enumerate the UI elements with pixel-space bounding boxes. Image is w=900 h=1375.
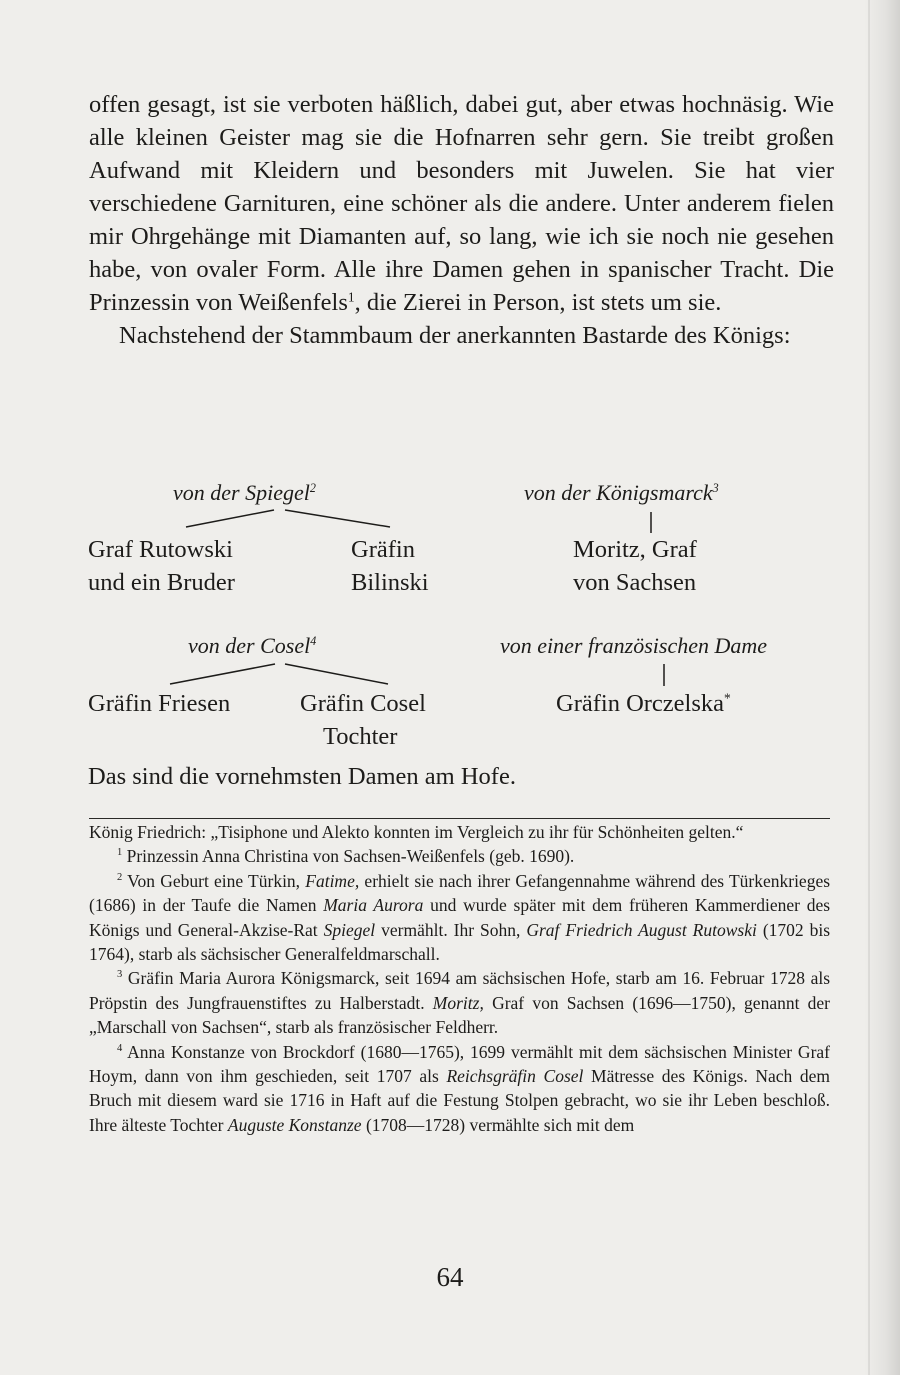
tree-line-cosel-left [170, 664, 275, 684]
closing-line: Das sind die vornehmsten Damen am Hofe. [88, 763, 516, 790]
footnote-intro: König Friedrich: „Tisiphone und Alekto konnten im Vergleich zu ihr für Schönheiten gelten.“ [89, 822, 744, 842]
footnote-2: $^2$ Von Geburt eine Türkin, Fatime, erhielt sie nach ihrer Gefangennahme während des Türkenkrieges (1686) in der Taufe die Namen Maria Aurora und wurde später mit dem früheren Kammerdiener des Königs und General-Akzise-Rat Spiegel vermählt. Ihr Sohn, Graf Friedrich August Rutowski (1702 bis 1764), starb als sächsischer Generalfeldmarschall. [89, 870, 831, 965]
tree-parent-cosel: von der Cosel$^4$ [188, 633, 317, 658]
tree-child-bilinski-line2: Bilinski [351, 569, 429, 596]
footnote-ref-1: 1 [347, 289, 355, 305]
footnotes [89, 820, 830, 1137]
tree-child-cosel-line2: Tochter [323, 723, 398, 750]
body-text [89, 88, 834, 352]
tree-parent-spiegel: von der Spiegel$^2$ [173, 480, 316, 505]
tree-child-rutowski: Graf Rutowski [88, 536, 233, 563]
tree-child-moritz-line2: von Sachsen [573, 569, 697, 596]
tree-child-bilinski: Gräfin [351, 536, 415, 563]
tree-parent-french: von einer französischen Dame [500, 633, 768, 658]
tree-child-rutowski-line2: und ein Bruder [88, 569, 235, 596]
page-number: 64 [436, 1262, 464, 1292]
tree-child-moritz: Moritz, Graf [573, 536, 697, 563]
tree-line-cosel-right [285, 664, 388, 684]
tree-line-spiegel-left [186, 510, 274, 527]
tree-child-orczelska: Gräfin Orczelska* [556, 690, 731, 717]
paragraph-1: offen gesagt, ist sie verboten häßlich, dabei gut, aber etwas hochnäsig. Wie alle kleinen Geister mag sie die Hofnarren sehr gern. Sie treibt großen Aufwand mit Kleidern und besonders mit Juwelen. Sie hat vier verschiedene Garnituren, eine schöner als die andere. Unter anderem fielen mir Ohrgehänge mit Diamanten auf, so lang, wie ich sie noch nie gesehen habe, von ovaler Form. Alle ihre Damen gehen in spanischer Tracht. Die Prinzessin von Weißenfels$^1$, die Zierei in Person, ist stets um sie. [89, 91, 834, 316]
tree-child-friesen: Gräfin Friesen [88, 690, 231, 717]
footnote-divider [89, 818, 830, 819]
tree-parent-koenigsmarck: von der Königsmarck$^3$ [524, 480, 719, 505]
footnote-3: $^3$ Gräfin Maria Aurora Königsmarck, seit 1694 am sächsischen Hofe, starb am 16. Februar 1728 als Pröpstin des Jungfrauenstiftes zu Halberstadt. Moritz, Graf von Sachsen (1696—1750), genannt der „Marschall von Sachsen“, starb als französischer Feldherr. [89, 968, 831, 1038]
footnote-1: $^1$ Prinzessin Anna Christina von Sachsen-Weißenfels (geb. 1690). [117, 846, 575, 867]
page-edge-line [868, 0, 870, 1375]
footnote-4: $^4$ Anna Konstanze von Brockdorf (1680—1765), 1699 vermählt mit dem sächsischen Minister Graf Hoym, dann von ihm geschieden, seit 1707 als Reichsgräfin Cosel Mätresse des Königs. Nach dem Bruch mit diesem ward sie 1716 in Haft auf die Festung Stolpen gebracht, wo sie ihr Leben beschloß. Ihre älteste Tochter Auguste Konstanze (1708—1728) vermählte sich mit dem [89, 1041, 830, 1135]
tree-line-spiegel-right [285, 510, 390, 527]
tree-child-cosel: Gräfin Cosel [300, 690, 426, 717]
paragraph-2: Nachstehend der Stammbaum der anerkannten Bastarde des Königs: [119, 322, 791, 349]
